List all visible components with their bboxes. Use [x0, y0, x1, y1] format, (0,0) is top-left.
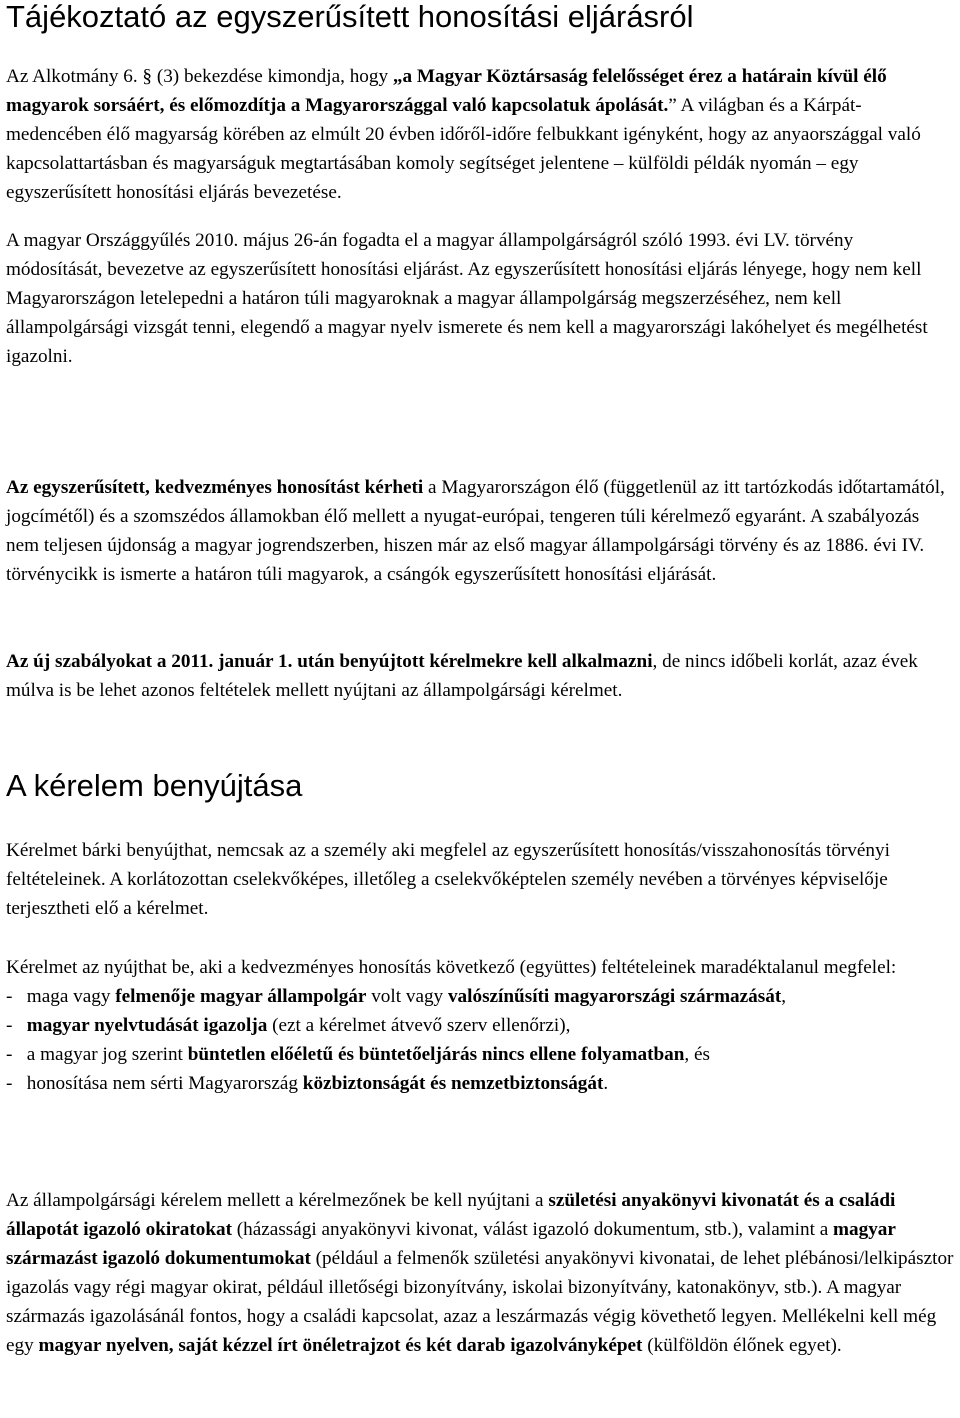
bold-text: közbiztonságát és nemzetbiztonságát — [302, 1073, 604, 1094]
text: - a magyar jog szerint — [6, 1044, 188, 1065]
bold-text: felmenője magyar állampolgár — [115, 986, 367, 1007]
text: volt vagy — [366, 986, 448, 1007]
paragraph-conditions-intro: Kérelmet az nyújthat be, aki a kedvezményes honosítás következő (együttes) feltételeinek maradéktalanul megfelel: — [6, 957, 897, 978]
text: A magyar Országgyűlés 2010. május 26-án fogadta el a magyar állampolgárságról szóló 1993. évi LV. törvény módosítását, bevezetve az egyszerűsített honosítási eljárást. — [6, 230, 854, 280]
text: Az állampolgársági kérelem mellett a kérelmezőnek be kell nyújtani a — [6, 1190, 549, 1211]
bold-text: „a Magyar Köztársaság felelősséget érez a határain kívül élő magyarok sorsáért, és előmozdítja a Magyarországgal való kapcsolatuk ápolását. — [6, 66, 887, 116]
text: Az Alkotmány 6. § (3) bekezdése kimondja, hogy — [6, 66, 393, 87]
text: , de nincs időbeli korlát, azaz évek múlva is be lehet azonos feltételek mellett nyújtani az állampolgársági kérelmet. — [6, 651, 918, 701]
text: . — [603, 1073, 609, 1094]
list-item — [6, 1040, 954, 1069]
list-item — [6, 1011, 954, 1040]
list-item — [6, 1069, 954, 1098]
section-submission — [6, 836, 954, 923]
bold-text: magyar származást igazoló dokumentumokat — [6, 1219, 896, 1269]
page-title: Tájékoztató az egyszerűsített honosítási eljárásról — [6, 0, 694, 34]
text: - honosítása nem sérti Magyarország — [6, 1073, 303, 1094]
paragraph-new-rules — [6, 647, 954, 705]
section-who-can-apply — [6, 473, 954, 589]
section-conditions — [6, 953, 954, 1098]
paragraph-submission: Kérelmet bárki benyújthat, nemcsak az a személy aki megfelel az egyszerűsített honosítás/visszahonosítás törvényi feltételeinek. A korlátozottan cselekvőképes, illetőleg a cselekvőképtelen személy nevében a törvényes képviselője terjesztheti elő a kérelmet. — [6, 840, 890, 919]
text: - — [6, 1015, 27, 1036]
bold-text: magyar nyelvtudását igazolja — [26, 1015, 268, 1036]
bold-text: valószínűsíti magyarországi származását — [447, 986, 782, 1007]
text: (házassági anyakönyvi kivonat, válást igazoló dokumentum, stb.), valamint a — [231, 1219, 834, 1240]
section-new-rules — [6, 647, 954, 705]
list-item — [6, 982, 954, 1011]
text: a Magyarországon élő (függetlenül az itt tartózkodás időtartamától, jogcímétől) és a szomszédos államokban élő mellett a nyugat-európai, tengeren túli kérelmező egyaránt. A szabályozás nem teljesen újdonság a magyar jogrendszerben, hiszen már az első magyar állampolgársági törvény és az 1886. évi IV. törvénycikk is ismerte a határon túli magyarok, a csángók egyszerűsített honosítási eljárását. — [6, 477, 945, 585]
bold-text: születési anyakönyvi kivonatát és a családi állapotát igazoló okiratokat — [6, 1190, 896, 1240]
section-intro — [6, 62, 954, 371]
bold-text: büntetlen előéletű és büntetőeljárás nincs ellene folyamatban — [187, 1044, 685, 1065]
bold-text: Az egyszerűsített, kedvezményes honosítást kérheti — [6, 477, 424, 498]
text: (külföldön élőnek egyet). — [642, 1335, 842, 1356]
section-documents — [6, 1186, 954, 1360]
paragraph-parliament — [6, 226, 954, 371]
section-heading: A kérelem benyújtása — [6, 768, 303, 803]
text: - maga vagy — [6, 986, 116, 1007]
bold-text: magyar nyelven, saját kézzel írt önéletrajzot és két darab igazolványképet — [38, 1335, 643, 1356]
text: ” A világban és a Kárpát-medencében élő magyarság körében az elmúlt 20 évben időről-időre felbukkant igényként, hogy az anyaországgal való kapcsolattartásban és magyarságuk megtartásában komoly segítséget jelentene – külföldi példák nyomán – egy egyszerűsített honosítási eljárás bevezetése. — [6, 95, 921, 203]
bold-text: Az új szabályokat a 2011. január 1. után benyújtott kérelmekre kell alkalmazni — [6, 651, 653, 672]
paragraph-documents — [6, 1186, 954, 1360]
text: (ezt a kérelmet átvevő szerv ellenőrzi), — [267, 1015, 571, 1036]
text: (például a felmenők születési anyakönyvi kivonatai, de lehet plébánosi/lelkipásztor igazolás vagy régi magyar okirat, például illetőségi bizonyítvány, iskolai bizonyítvány, katonakönyv, stb.). A magyar származás igazolásánál fontos, hogy a családi kapcsolat, azaz a leszármazás végig követhető legyen. Mellékelni kell még egy — [6, 1248, 954, 1356]
paragraph-eligibility — [6, 473, 954, 589]
paragraph-constitution — [6, 62, 954, 207]
text: Az egyszerűsített honosítási eljárás lényege, hogy nem kell Magyarországon letelepedni a határon túli magyaroknak a magyar állampolgárság megszerzéséhez, nem kell állampolgársági vizsgát tenni, elegendő a magyar nyelv ismerete és nem kell a magyarországi lakóhelyet és megélhetést igazolni. — [6, 259, 928, 367]
text: , — [781, 986, 787, 1007]
text: , és — [684, 1044, 710, 1065]
